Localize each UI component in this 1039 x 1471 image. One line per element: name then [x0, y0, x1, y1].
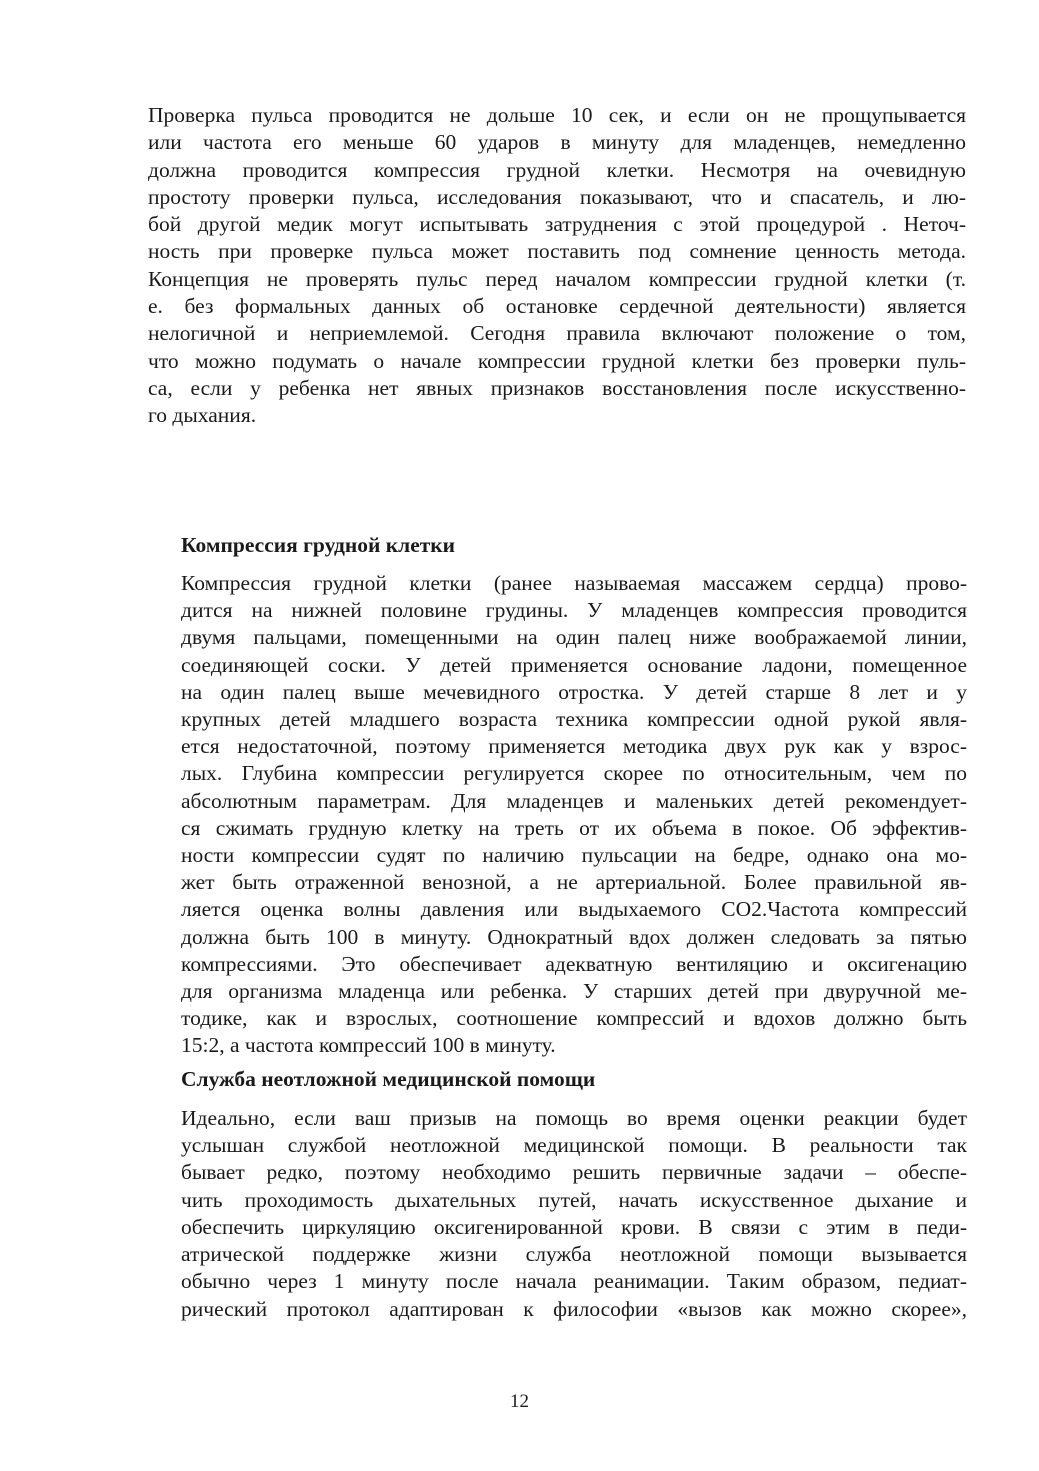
text-line: ся сжимать грудную клетку на треть от их объема в покое. Об эффектив-	[181, 815, 967, 840]
text-line: тодике, как и взрослых, соотношение компрессий и вдохов должно быть	[181, 1006, 967, 1031]
text-line: что можно подумать о начале компрессии грудной клетки без проверки пуль-	[148, 348, 966, 373]
text-line: компрессиями. Это обеспечивает адекватную вентиляцию и оксигенацию	[181, 951, 967, 976]
text-line: обеспечить циркуляцию оксигенированной крови. В связи с этим в педи-	[181, 1214, 967, 1239]
text-line: са, если у ребенка нет явных признаков восстановления после искусственно-	[148, 375, 966, 400]
page-number: 12	[510, 1391, 529, 1412]
text-line: го дыхания.	[148, 403, 257, 428]
text-line: Проверка пульса проводится не дольше 10 сек, и если он не прощупывается	[148, 103, 966, 127]
chest-compression-paragraph	[181, 570, 967, 1060]
text-line: Концепция не проверять пульс перед началом компрессии грудной клетки (т.	[148, 266, 966, 291]
text-line: ность при проверке пульса может поставить под сомнение ценность метода.	[148, 239, 966, 264]
text-line: рический протокол адаптирован к философии «вызов как можно скорее»,	[181, 1296, 967, 1321]
text-line: простоту проверки пульса, исследования показывают, что и спасатель, и лю-	[148, 184, 966, 209]
text-line: должна быть 100 в минуту. Однократный вдох должен следовать за пятью	[181, 924, 967, 949]
text-line: двумя пальцами, помещенными на один палец ниже воображаемой линии,	[181, 625, 967, 650]
text-line: крупных детей младшего возраста техника компрессии одной рукой явля-	[181, 707, 967, 732]
text-line: ляется оценка волны давления или выдыхаемого CO2.Частота компрессий	[181, 897, 967, 922]
text-line: дится на нижней половине грудины. У младенцев компрессия проводится	[181, 598, 967, 623]
text-line: абсолютным параметрам. Для младенцев и маленьких детей рекомендует-	[181, 788, 967, 813]
text-line: услышан службой неотложной медицинской помощи. В реальности так	[181, 1132, 967, 1157]
text-line: нелогичной и неприемлемой. Сегодня правила включают положение о том,	[148, 321, 966, 346]
text-line: на один палец выше мечевидного отростка. У детей старше 8 лет и у	[181, 679, 967, 704]
text-line: бой другой медик могут испытывать затруднения с этой процедурой . Неточ-	[148, 212, 966, 237]
main-section	[181, 532, 967, 1323]
text-line: чить проходимость дыхательных путей, начать искусственное дыхание и	[181, 1187, 967, 1212]
text-line: жет быть отраженной венозной, а не артериальной. Более правильной яв-	[181, 870, 967, 895]
text-line: должна проводится компрессия грудной клетки. Несмотря на очевидную	[148, 157, 966, 182]
text-line: лых. Глубина компрессии регулируется скорее по относительным, чем по	[181, 761, 967, 786]
text-line: Компрессия грудной клетки (ранее называемая массажем сердца) прово-	[181, 571, 967, 595]
text-line: Идеально, если ваш призыв на помощь во время оценки реакции будет	[181, 1105, 967, 1130]
text-line: ности компрессии судят по наличию пульсации на бедре, однако она мо-	[181, 843, 967, 868]
text-line: ется недостаточной, поэтому применяется методика двух рук как у взрос-	[181, 734, 967, 759]
text-line: соединяющей соски. У детей применяется основание ладони, помещенное	[181, 652, 967, 677]
text-line: или частота его меньше 60 ударов в минуту для младенцев, немедленно	[148, 130, 966, 155]
text-line: обычно через 1 минуту после начала реанимации. Таким образом, педиат-	[181, 1269, 967, 1294]
section-heading-chest-compression: Компрессия грудной клетки	[181, 533, 456, 557]
text-line: 15:2, а частота компрессий 100 в минуту.	[181, 1033, 556, 1058]
text-line: атрической поддержке жизни служба неотложной помощи вызывается	[181, 1242, 967, 1267]
emergency-service-paragraph	[181, 1105, 967, 1323]
section-heading-emergency-service: Служба неотложной медицинской помощи	[181, 1066, 596, 1091]
text-line: бывает редко, поэтому необходимо решить первичные задачи – обеспе-	[181, 1160, 967, 1185]
text-line: е. без формальных данных об остановке сердечной деятельности) является	[148, 294, 966, 319]
text-line: для организма младенца или ребенка. У старших детей при двуручной ме-	[181, 979, 967, 1004]
intro-paragraph	[148, 102, 966, 430]
